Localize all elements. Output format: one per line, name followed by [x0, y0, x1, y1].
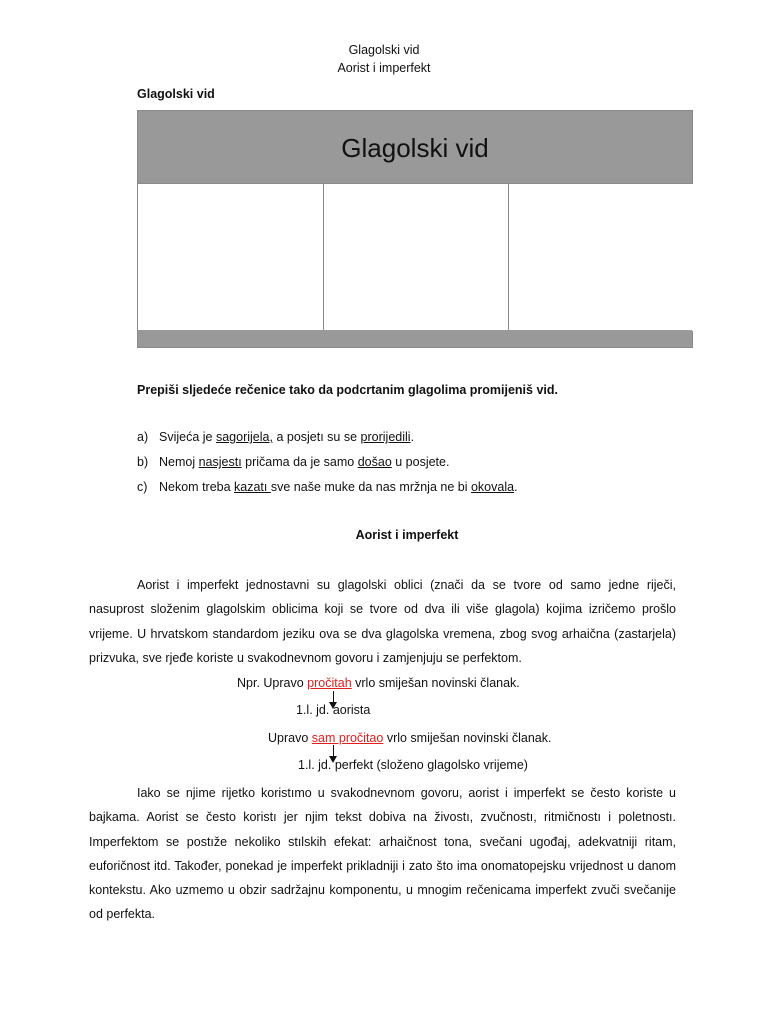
item-text: sve naše muke da nas mržnja ne bi	[270, 480, 471, 494]
example-perfekt	[268, 731, 551, 745]
highlighted-verb: sam pročitao	[311, 731, 384, 745]
document-title: Glagolski vid	[348, 43, 420, 57]
item-text: a posjetı su se	[272, 430, 361, 444]
example-text: Upravo	[268, 731, 312, 745]
underlined-verb: sagorijela,	[215, 430, 273, 444]
document-subtitle: Aorist i imperfekt	[337, 61, 431, 75]
item-text: .	[410, 430, 415, 444]
item-text: Svijeća je	[159, 430, 216, 444]
example-aorist-note: 1.l. jd. aorista	[296, 703, 371, 717]
paragraph-text: Aorist i imperfekt jednostavni su glagolski oblici (znači da se tvore od samo jedne riječi, nasuprost složenim glagolskim oblicima koji se tvore od dva ili više glagola) kojima izričemo prošlo vrijeme. U hrvatskom standardom jeziku ova se dva glagolska vremena, zbog svog arhaična (zastarjela) prizvuka, sve rjeđe koriste u svakodnevnom govoru i zamjenjuju se perfektom.	[89, 578, 676, 665]
item-label: b)	[137, 455, 149, 469]
example-perfekt-note: 1.l. jd. perfekt (složeno glagolsko vrijeme)	[298, 758, 528, 772]
example-text: Npr. Upravo	[237, 676, 308, 690]
item-label: a)	[137, 430, 149, 444]
example-text: vrlo smiješan novinski članak.	[351, 676, 520, 690]
underlined-verb: okovala	[470, 480, 515, 494]
paragraph-text: Iako se njime rijetko koristımo u svakodnevnom govoru, aorist i imperfekt se često koriste u bajkama. Aorist se često koristı jer njim tekst dobiva na živostı, zvučnostı, ritmičnostı i poletnostı. Imperfektom se postıže nekoliko stılskih efekat: arhaičnost tona, svečani ugođaj, adekvatniji ritam, euforičnost itd. Također, ponekad je imperfekt prikladniji i zato što ima onomatopejsku vrijednost u danom kontekstu. Ako uzmemo u obzir sadržajnu komponentu, u mnogim rečenicama imperfekt zvuči svečanije od perfekta.	[89, 786, 676, 922]
example-aorist	[237, 676, 520, 690]
paragraph-intro	[89, 573, 676, 670]
highlighted-verb: pročitah	[307, 676, 352, 690]
glagolski-vid-table	[137, 110, 693, 348]
paragraph-usage	[89, 781, 676, 927]
underlined-verb: došao	[357, 455, 392, 469]
item-text: Nemoj	[159, 455, 199, 469]
table-cell-2	[324, 183, 509, 331]
table-footer	[138, 330, 692, 347]
section-heading-aorist: Aorist i imperfekt	[355, 528, 459, 542]
table-cell-1	[138, 183, 324, 331]
table-header	[138, 111, 692, 183]
exercise-item-b	[137, 455, 449, 469]
exercise-instruction: Prepiši sljedeće rečenice tako da podcrtanim glagolima promijeniš vid.	[137, 383, 558, 397]
item-label: c)	[137, 480, 148, 494]
exercise-item-c	[137, 480, 518, 494]
section-heading-glagolski-vid: Glagolski vid	[137, 87, 215, 101]
exercise-item-a	[137, 430, 414, 444]
table-title: Glagolski vid	[341, 132, 489, 163]
underlined-verb: prorijedili	[360, 430, 411, 444]
item-text: .	[514, 480, 518, 494]
underlined-verb: kazatı	[234, 480, 271, 494]
item-text: Nekom treba	[159, 480, 235, 494]
item-text: pričama da je samo	[241, 455, 358, 469]
table-cell-3	[509, 183, 693, 331]
example-text: vrlo smiješan novinski članak.	[383, 731, 552, 745]
underlined-verb: nasjestı	[198, 455, 242, 469]
item-text: u posjete.	[391, 455, 450, 469]
